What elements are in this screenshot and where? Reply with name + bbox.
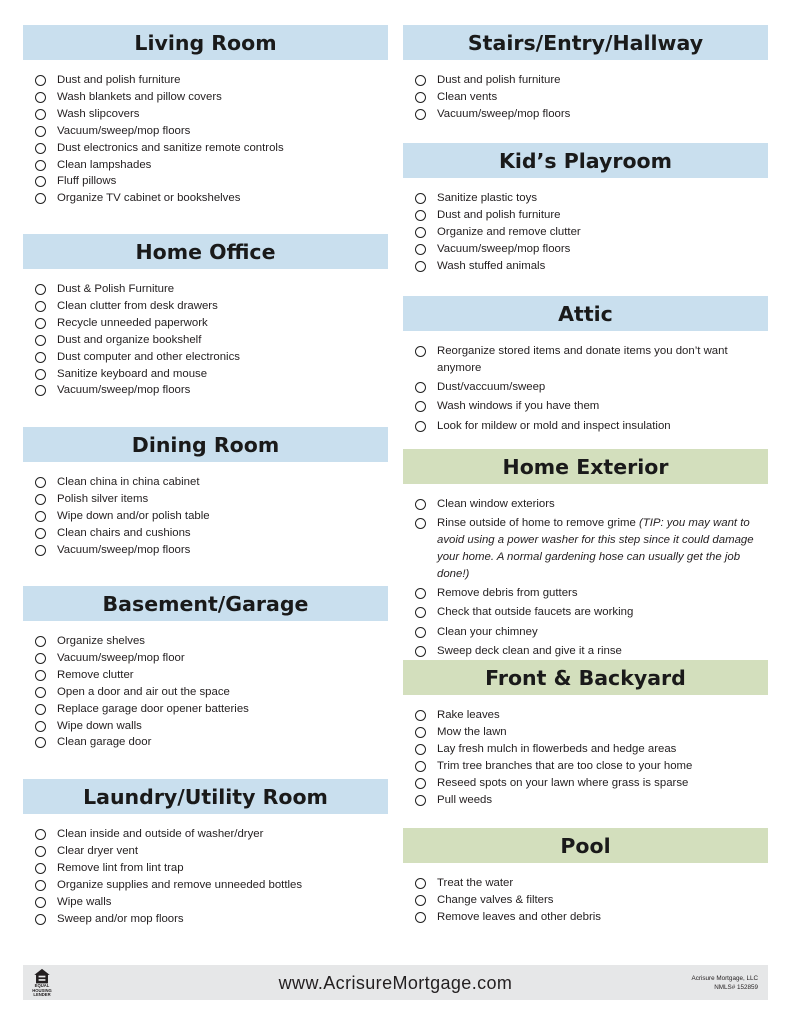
section-heading: Attic [403,296,768,331]
checklist-item [415,604,768,621]
checkbox-circle-icon[interactable] [415,795,426,806]
checkbox-circle-icon[interactable] [415,761,426,772]
checkbox-circle-icon[interactable] [35,721,46,732]
section-heading: Kid’s Playroom [403,143,768,178]
checklist-item [35,332,388,349]
website-link[interactable]: www.AcrisureMortgage.com [278,973,513,993]
checkbox-circle-icon[interactable] [35,737,46,748]
checkbox-circle-icon[interactable] [415,878,426,889]
checkbox-circle-icon[interactable] [415,382,426,393]
checkbox-circle-icon[interactable] [35,176,46,187]
checklist-item [415,724,768,741]
nmls-number: NMLS# 152859 [714,984,758,991]
checklist-item [35,349,388,366]
checklist-item-text: Clean inside and outside of washer/dryer [57,828,264,840]
checklist-item [415,190,768,207]
section-basement-garage [23,586,388,751]
checklist-item-text: Wash blankets and pillow covers [57,90,222,103]
checklist-item-text: Remove debris from gutters [437,587,578,600]
checklist-item [35,633,388,650]
checklist-item-text: Dust computer and other electronics [57,350,240,363]
section-home-office [23,234,388,399]
checklist-item-text: Clean vents [437,90,498,103]
checklist [403,875,768,926]
item-main-text: Rinse outside of home to remove grime [437,517,639,530]
checklist-item-text: Dust and polish furniture [437,208,561,221]
checkbox-circle-icon[interactable] [415,588,426,599]
checklist-item [35,281,388,298]
checklist-item [35,89,388,106]
checkbox-circle-icon[interactable] [35,318,46,329]
checkbox-circle-icon[interactable] [35,109,46,120]
checklist-item [35,701,388,718]
checkbox-circle-icon[interactable] [35,687,46,698]
checkbox-circle-icon[interactable] [35,75,46,86]
checklist-item [35,315,388,332]
checklist-item-text: Dust and polish furniture [57,74,181,86]
checklist-item [415,758,768,775]
checklist-item-text: Clean garage door [57,736,152,749]
checklist-item-text: Sanitize plastic toys [437,192,538,204]
checklist-item [415,207,768,224]
section-heading: Home Office [23,234,388,269]
checkbox-circle-icon[interactable] [415,518,426,529]
checkbox-circle-icon[interactable] [35,511,46,522]
checklist-item-text: Dust and organize bookshelf [57,333,202,346]
checkbox-circle-icon[interactable] [415,75,426,86]
section-stairs-entry-hallway [403,25,768,123]
checklist-item-text: Vacuum/sweep/mop floors [57,384,191,397]
checkbox-circle-icon[interactable] [415,193,426,204]
checkbox-circle-icon[interactable] [415,346,426,357]
checklist-item [415,909,768,926]
checklist-item-text: Lay fresh mulch in flowerbeds and hedge areas [437,742,677,755]
checkbox-circle-icon[interactable] [415,646,426,657]
section-kid-s-playroom [403,143,768,275]
checklist-item [415,741,768,758]
checklist-item-text: Vacuum/sweep/mop floors [57,124,191,137]
checklist-item [35,491,388,508]
checklist-item-text: Check that outside faucets are working [437,606,634,619]
checklist-item-text: Clean chairs and cushions [57,526,191,539]
section-heading: Front & Backyard [403,660,768,695]
checkbox-circle-icon[interactable] [415,710,426,721]
checklist-item-text: Replace garage door opener batteries [57,702,249,715]
checkbox-circle-icon[interactable] [35,846,46,857]
checkbox-circle-icon[interactable] [35,494,46,505]
checklist-item [35,734,388,751]
checkbox-circle-icon[interactable] [35,863,46,874]
checklist-item [415,496,768,513]
checklist-item [35,684,388,701]
checkbox-circle-icon[interactable] [35,352,46,363]
checklist-item [415,89,768,106]
checklist-item [415,258,768,275]
company-info [692,974,759,992]
checklist-item [35,366,388,383]
checklist-item [35,123,388,140]
checklist-item-text: Pull weeds [437,793,493,806]
checkbox-circle-icon[interactable] [35,385,46,396]
checklist-item [35,190,388,207]
eho-label: EQUAL HOUSING LENDER [32,983,52,998]
checklist [23,474,388,559]
checklist-item-text: Rake leaves [437,709,500,721]
checklist-item-text: Reseed spots on your lawn where grass is sparse [437,776,689,789]
item-tip-text: (TIP: you may want to avoid using a power washer for this step since it could damage your home. A normal gardening hose can usually get the job done!) [437,517,754,580]
checkbox-circle-icon[interactable] [35,92,46,103]
checklist-item-text: Look for mildew or mold and inspect insulation [437,419,671,432]
checklist-item-text: Dust electronics and sanitize remote controls [57,141,284,154]
checklist-item-text: Dust and polish furniture [437,74,561,86]
checklist-item [35,173,388,190]
section-home-exterior [403,449,768,662]
company-name: Acrisure Mortgage, LLC [691,975,758,982]
checkbox-circle-icon[interactable] [35,829,46,840]
checklist-item [35,140,388,157]
checklist-item-text: Polish silver items [57,492,149,505]
checklist-item-text: Organize and remove clutter [437,225,581,238]
checkbox-circle-icon[interactable] [35,284,46,295]
checklist [403,496,768,660]
checklist-item [415,707,768,724]
checkbox-circle-icon[interactable] [415,401,426,412]
checklist-item-text: Wipe down and/or polish table [57,509,210,522]
checklist-item [35,911,388,928]
checklist-item-text [437,515,768,583]
checkbox-circle-icon[interactable] [35,704,46,715]
checklist-item-text: Remove leaves and other debris [437,910,601,923]
checkbox-circle-icon[interactable] [35,653,46,664]
checklist-item-text: Organize TV cabinet or bookshelves [57,192,241,205]
checklist-item [415,106,768,123]
checkbox-circle-icon[interactable] [35,897,46,908]
checklist-item-text: Wash windows if you have them [437,400,600,413]
checklist [23,826,388,927]
checklist-item [415,585,768,602]
section-attic [403,296,768,437]
checklist-item-text: Dust & Polish Furniture [57,283,175,295]
checkbox-circle-icon[interactable] [35,545,46,556]
checklist-item [35,860,388,877]
checklist [403,190,768,275]
checklist-item-text: Mow the lawn [437,725,507,738]
checkbox-circle-icon[interactable] [415,912,426,923]
checkbox-circle-icon[interactable] [35,636,46,647]
checkbox-circle-icon[interactable] [35,880,46,891]
checkbox-circle-icon[interactable] [415,895,426,906]
checklist-item-text: Wipe down walls [57,719,142,732]
checklist-item-text: Wash slipcovers [57,107,140,120]
checklist-item [415,343,768,377]
checklist [23,72,388,207]
checkbox-circle-icon[interactable] [415,210,426,221]
section-living-room [23,25,388,207]
checklist-item [415,241,768,258]
checklist-item-text: Clean clutter from desk drawers [57,299,218,312]
checkbox-circle-icon[interactable] [415,744,426,755]
section-laundry-utility-room [23,779,388,927]
checklist-item-text: Vacuum/sweep/mop floors [437,242,571,255]
checklist-item-text: Organize shelves [57,635,146,647]
checkbox-circle-icon[interactable] [35,477,46,488]
checklist-item [35,525,388,542]
checklist-item-text: Clean lampshades [57,158,152,171]
checklist-item-text: Sweep deck clean and give it a rinse [437,644,622,657]
checklist-item-text: Vacuum/sweep/mop floors [57,543,191,556]
checklist-item-text: Clean your chimney [437,625,538,638]
checklist-item [35,667,388,684]
checklist-item-text: Dust/vaccuum/sweep [437,381,546,394]
checklist-item [35,474,388,491]
section-front-backyard [403,660,768,808]
checklist-item-text: Wipe walls [57,895,112,908]
checklist-item-text: Open a door and air out the space [57,685,230,698]
checkbox-circle-icon[interactable] [415,607,426,618]
section-dining-room [23,427,388,559]
checkbox-circle-icon[interactable] [35,301,46,312]
section-pool [403,828,768,926]
checklist-item-text: Clean china in china cabinet [57,476,200,488]
checkbox-circle-icon[interactable] [35,528,46,539]
checklist-item [35,157,388,174]
checkbox-circle-icon[interactable] [35,126,46,137]
checklist [23,633,388,751]
checklist-item-text: Clean window exteriors [437,498,555,510]
checkbox-circle-icon[interactable] [35,670,46,681]
checklist-item-text: Vacuum/sweep/mop floors [437,107,571,120]
checklist-item [35,508,388,525]
checkbox-circle-icon[interactable] [415,261,426,272]
checklist-item [35,542,388,559]
checklist-item [415,775,768,792]
checklist-item-text: Sanitize keyboard and mouse [57,367,208,380]
checklist-item [35,106,388,123]
checkbox-circle-icon[interactable] [415,499,426,510]
checklist-item-text: Remove lint from lint trap [57,861,184,874]
checkbox-circle-icon[interactable] [35,369,46,380]
checklist-item [35,718,388,735]
checklist-item [415,72,768,89]
checklist-item [35,298,388,315]
checkbox-circle-icon[interactable] [35,193,46,204]
checklist-item-text: Sweep and/or mop floors [57,912,184,925]
checkbox-circle-icon[interactable] [415,92,426,103]
checklist-item-text: Trim tree branches that are too close to your home [437,759,693,772]
checklist-item [415,875,768,892]
checklist-item-text: Organize supplies and remove unneeded bottles [57,878,303,891]
checkbox-circle-icon[interactable] [415,244,426,255]
checkbox-circle-icon[interactable] [415,227,426,238]
checklist-item [415,624,768,641]
checklist-item [35,894,388,911]
checklist-item [35,72,388,89]
checklist [403,343,768,434]
checklist-item [415,792,768,809]
checklist-item-text: Clear dryer vent [57,844,139,857]
checklist [403,707,768,808]
checklist-item [415,892,768,909]
checkbox-circle-icon[interactable] [415,727,426,738]
checklist-item [35,843,388,860]
checklist-item-text: Remove clutter [57,668,134,681]
checklist-item [35,650,388,667]
checklist-item [415,224,768,241]
checklist-item-text: Vacuum/sweep/mop floor [57,651,185,664]
section-heading: Laundry/Utility Room [23,779,388,814]
checkbox-circle-icon[interactable] [415,109,426,120]
checkbox-circle-icon[interactable] [415,421,426,432]
checklist-item [35,877,388,894]
checklist-item-text: Treat the water [437,877,514,889]
checklist-item [415,379,768,396]
checklist-item [415,515,768,583]
checklist [23,281,388,399]
checklist-item-text: Fluff pillows [57,175,117,188]
checklist-item [415,418,768,435]
checklist-item [35,382,388,399]
section-heading: Stairs/Entry/Hallway [403,25,768,60]
checkbox-circle-icon[interactable] [35,335,46,346]
section-heading: Living Room [23,25,388,60]
checklist-item-text: Change valves & filters [437,893,554,906]
checklist-item-text: Recycle unneeded paperwork [57,316,208,329]
checklist-item-text: Reorganize stored items and donate items you don’t want anymore [437,345,728,374]
checkbox-circle-icon[interactable] [35,160,46,171]
section-heading: Pool [403,828,768,863]
checkbox-circle-icon[interactable] [415,627,426,638]
section-heading: Basement/Garage [23,586,388,621]
section-heading: Dining Room [23,427,388,462]
checkbox-circle-icon[interactable] [415,778,426,789]
footer-bar [23,965,768,1000]
checkbox-circle-icon[interactable] [35,914,46,925]
checklist [403,72,768,123]
checklist-item [35,826,388,843]
section-heading: Home Exterior [403,449,768,484]
checklist-item [415,398,768,415]
checklist-item [415,643,768,660]
checkbox-circle-icon[interactable] [35,143,46,154]
checklist-item-text: Wash stuffed animals [437,259,546,272]
